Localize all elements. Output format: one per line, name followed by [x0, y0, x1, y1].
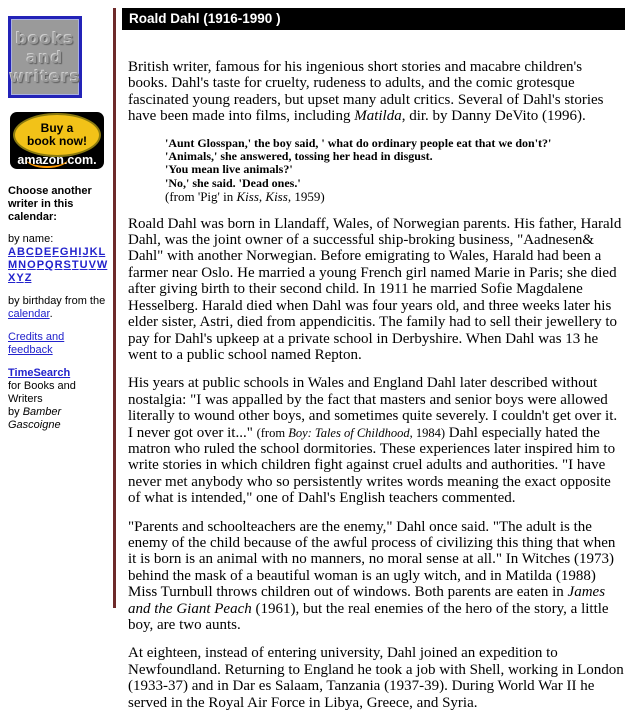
timesearch-by-line [8, 406, 109, 432]
amazon-buy-book-badge[interactable] [10, 112, 104, 169]
letter-link[interactable]: J [82, 246, 89, 258]
letter-link[interactable]: H [69, 246, 78, 258]
left-border-rule [113, 8, 116, 608]
quote-source: (from 'Pig' in Kiss, Kiss, 1959) [165, 189, 325, 205]
by-name-label: by name: [8, 233, 54, 245]
books-and-writers-logo[interactable] [8, 16, 82, 98]
letter-link[interactable]: L [98, 246, 106, 258]
main-column [122, 8, 625, 711]
letter-link[interactable]: A [8, 246, 16, 258]
logo-word: writers [9, 66, 81, 86]
quote-line: 'No,' she said. 'Dead ones.' [165, 175, 301, 190]
letter-link[interactable]: Y [16, 272, 24, 284]
credits-feedback-link[interactable]: Credits and feedback [8, 331, 65, 356]
biography-paragraph: Roald Dahl was born in Llandaff, Wales, of Norwegian parents. His father, Harald Dahl, was the joint owner of a successful ship-broking business, "Aadnesen& Dahl" with another Norwegian. Before emigrating to Wales, Harald had been a farmer near Oslo. He married a young French girl named Marie in Paris; she died after giving birth to their second child. In 1911 he married Sofie Magdalene Hesselberg. Harald died when Dahl was four years old, and three weeks later his elder sister, Astri, died from appendicitis. The family had to sell their jewellery to pay for Dahl's upkeep at a private school in Derbyshire. When Dahl was 13 he went to a public school named Repton. [128, 215, 622, 363]
letter-link[interactable]: I [78, 246, 82, 258]
amazon-badge-line1: Buy a [40, 121, 74, 135]
calendar-link[interactable]: calendar [8, 308, 50, 320]
letter-link[interactable]: R [54, 259, 63, 271]
article-body [122, 59, 625, 711]
quote-line: 'Animals,' she answered, tossing her head in disgust. [165, 149, 433, 164]
quote-line: 'You mean live animals?' [165, 162, 293, 177]
letter-link[interactable]: P [36, 259, 45, 271]
letter-link[interactable]: U [79, 259, 88, 271]
logo-word: and [26, 47, 64, 67]
letter-link[interactable]: V [88, 259, 96, 271]
timesearch-for-text: for Books and Writers [8, 380, 76, 405]
sidebar [0, 8, 113, 608]
letter-link[interactable]: X [8, 272, 16, 284]
letter-link[interactable]: E [43, 246, 52, 258]
amazon-gold-ellipse [13, 113, 101, 157]
letter-link[interactable]: T [71, 259, 79, 271]
birthday-text: by birthday from the [8, 295, 106, 307]
letter-link[interactable]: C [25, 246, 34, 258]
letter-link[interactable]: G [59, 246, 69, 258]
letter-link[interactable]: K [89, 246, 98, 258]
letter-link[interactable]: Q [45, 259, 54, 271]
logo-word: books [15, 28, 75, 48]
letter-link[interactable]: M [8, 259, 18, 271]
quote-block [165, 137, 625, 204]
letter-link[interactable]: Z [24, 272, 32, 284]
biography-paragraph: "Parents and schoolteachers are the enemy," Dahl once said. "The adult is the enemy of the child because of the awful process of civilizing this thing that when it is born is an animal with no manners, no moral sense at all." In Witches (1973) behind the mask of a beautiful woman is an ugly witch, and in Matilda (1988) Miss Turnbull throws children out of windows. Both parents are eaten in James and the Giant Peach (1961), but the real enemies of the hero of the story, a little boy, are two aunts. [128, 518, 616, 633]
birthday-block [8, 295, 109, 321]
timesearch-author-name: Bamber Gascoigne [8, 406, 62, 431]
chooser-heading: Choose another writer in this calendar: [8, 185, 92, 223]
letter-link[interactable]: N [18, 259, 27, 271]
quote-line: 'Aunt Glosspan,' the boy said, ' what do ordinary people eat that we don't?' [165, 135, 552, 150]
letter-link[interactable]: O [27, 259, 36, 271]
amazon-badge-line2: book now! [27, 134, 87, 148]
biography-paragraph: His years at public schools in Wales and England Dahl later described without nostalgia: "I was appalled by the fact that masters and senior boys were allowed literally to wound other boys, and sometimes quite severely. I couldn't get over it. I never got over it..." (from Boy: Tales of Childhood, 1984) Dahl especially hated the matron who ruled the school dormitories. These experiences later inspired him to write stories in which children fight against cruel adults and authorities. "I have never met anybody who so persistently writes words meaning the exact opposite of what is intended," one of Dahl's English teachers commented. [128, 375, 618, 507]
birthday-period: . [49, 308, 53, 320]
intro-paragraph: British writer, famous for his ingenious short stories and macabre children's books. Dahl's taste for cruelty, rudeness to adults, and the comic grotesque fascinated young readers, but upset many adult critics. Several of Dahl's stories have been made into films, including Matilda, dir. by Danny DeVito (1996). [128, 59, 604, 125]
amazon-brand-text: amazon.com. [17, 153, 97, 167]
page-title: Roald Dahl (1916-1990 ) [122, 8, 625, 30]
letter-link[interactable]: D [34, 246, 43, 258]
letter-link[interactable]: B [16, 246, 25, 258]
biography-paragraph: At eighteen, instead of entering university, Dahl joined an expedition to Newfoundland. Returning to England he took a job with Shell, working in London (1933-37) and in Dar es Salaam, Tanzania (1937-39). During World War II he served in the Royal Air Force in Libya, Greece, and Syria. [128, 645, 624, 711]
timesearch-block [8, 367, 109, 432]
letter-link[interactable]: F [52, 246, 59, 258]
letter-link[interactable]: S [63, 259, 71, 271]
sidebar-nav [8, 185, 109, 442]
timesearch-by-prefix: by [8, 406, 23, 418]
alphabet-links [8, 246, 109, 285]
letter-link[interactable]: W [96, 259, 108, 271]
timesearch-link[interactable]: TimeSearch [8, 367, 71, 379]
